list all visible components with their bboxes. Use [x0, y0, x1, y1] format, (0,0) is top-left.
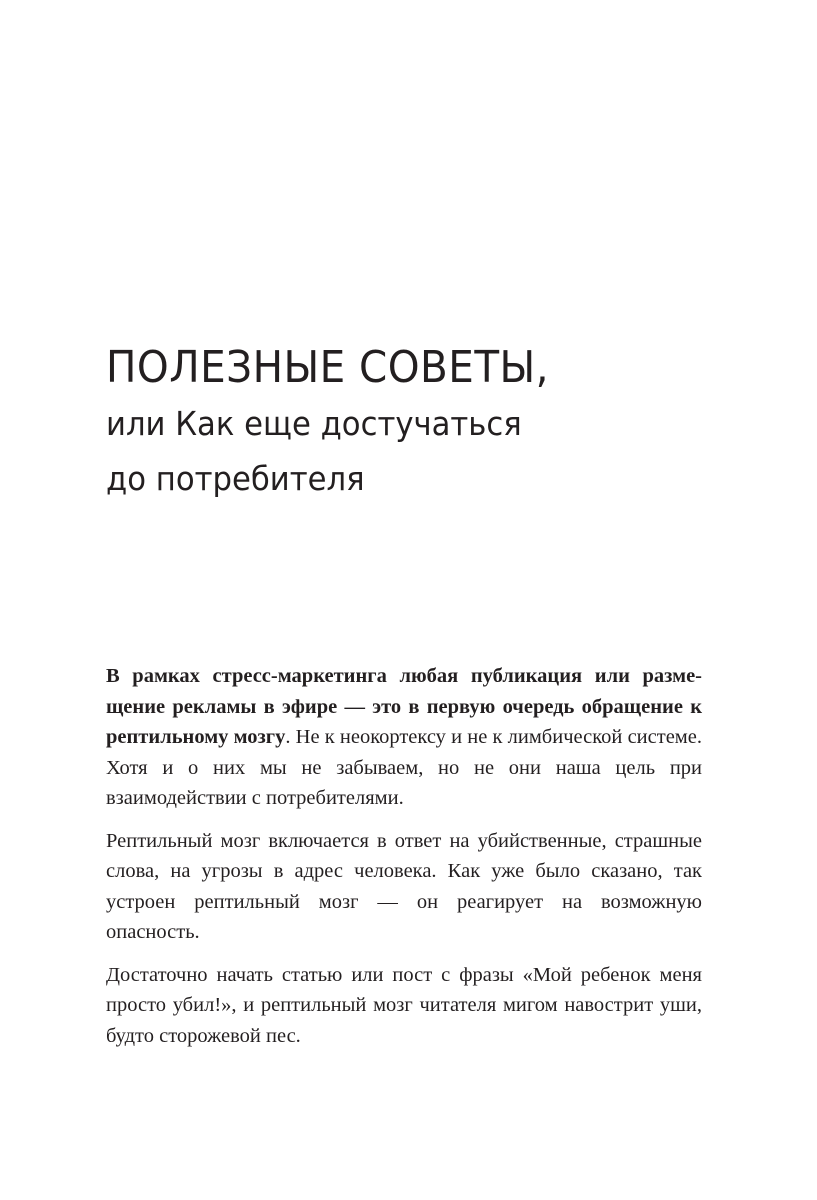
paragraph-3-line-1: Достаточно начать статью или пост с фразы «Мой ребенок	[106, 963, 651, 986]
paragraph-1-line-3-rest: . Не к неокортексу и не к лимбической	[285, 726, 623, 748]
chapter-subtitle-line-2: до потребителя	[106, 459, 365, 498]
paragraph-2-line-4: возможную опасность.	[106, 890, 702, 943]
paragraph-1-line-4: системе. Хотя и о них мы не забываем, но не они наша цель	[106, 726, 702, 779]
chapter-subtitle-line-1: или Как еще достучаться	[106, 404, 522, 443]
paragraph-1	[106, 661, 702, 814]
paragraph-2-line-3: сказано, так устроен рептильный мозг — он реагирует на	[106, 860, 703, 913]
paragraph-2-line-1: Рептильный мозг включается в ответ на убийственные,	[106, 829, 607, 852]
paragraph-3-line-3: навострит уши, будто сторожевой пес.	[106, 994, 702, 1047]
chapter-heading	[106, 340, 746, 506]
paragraph-1-bold-phrase: к рептильному мозгу	[106, 695, 703, 748]
chapter-title: ПОЛЕЗНЫЕ СОВЕТЫ,	[106, 342, 550, 393]
paragraph-3-line-2: меня просто убил!», и рептильный мозг читателя мигом	[106, 963, 702, 1016]
paragraph-1-line-2: щение рекламы в эфире — это в первую очередь обращение	[106, 695, 683, 718]
body-text	[106, 661, 702, 1063]
paragraph-2	[106, 826, 702, 948]
paragraph-3	[106, 960, 702, 1052]
paragraph-1-line-5: при взаимодействии с потребителями.	[106, 756, 703, 809]
paragraph-2-line-2: страшные слова, на угрозы в адрес человека. Как уже было	[106, 829, 702, 882]
paragraph-1-line-1: В рамках стресс-маркетинга любая публикация или разме-	[106, 665, 702, 687]
